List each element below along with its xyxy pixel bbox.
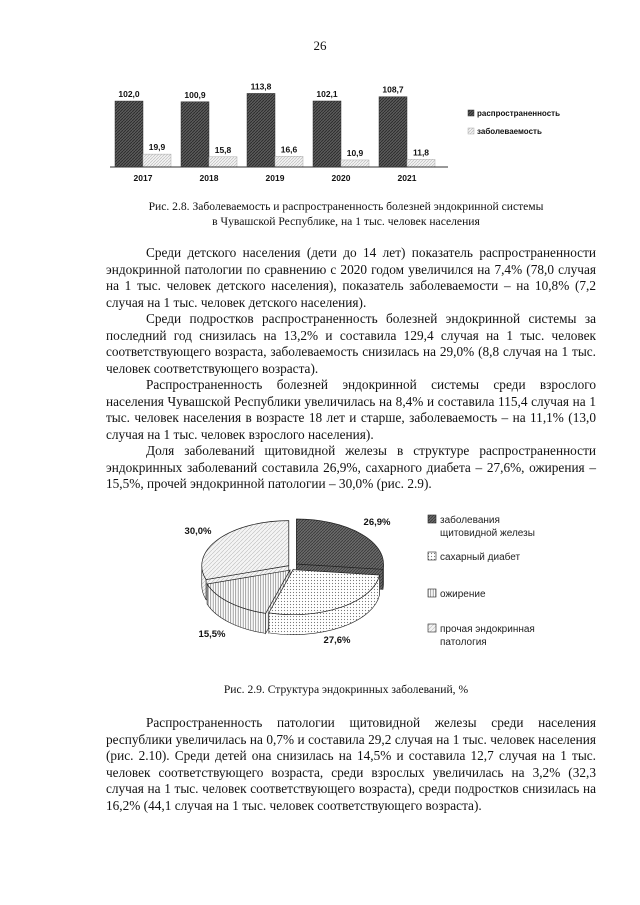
pie-chart [172, 510, 572, 670]
pie-legend-label-diabetes-line-1: сахарный диабет [440, 552, 521, 563]
legend-label-prevalence: распространенность [477, 109, 560, 118]
bar-prevalence-2021 [379, 97, 407, 167]
x-tick-label-2018: 2018 [199, 173, 219, 183]
data-label-prevalence-2019: 113,8 [250, 81, 272, 92]
x-tick-label-2021: 2021 [397, 173, 417, 183]
page-number: 26 [313, 38, 327, 53]
pie-legend-swatch-diabetes [428, 552, 436, 560]
data-label-incidence-2020: 10,9 [346, 147, 364, 158]
legend-label-incidence: заболеваемость [477, 127, 542, 136]
paragraph-adolescents: Среди подростков распространенность болезней эндокринной системы за последний год снизилась на 13,2% и составила 129,4 случая на 1 тыс. человек соответствующего возраста, заболеваемость снизилась на 29,0% (8,8 случая на 1 тыс. человек соответствующего возраста). [106, 311, 596, 376]
pie-legend-label-other-line-2: патология [440, 637, 487, 648]
pie-label-diabetes: 27,6% [323, 635, 351, 646]
pie-legend-label-other-line-1: прочая эндокринная [440, 624, 535, 635]
bar-incidence-2019 [275, 156, 303, 167]
pie-legend-swatch-other [428, 624, 436, 632]
bar-incidence-2018 [209, 157, 237, 167]
bar-prevalence-2019 [247, 93, 275, 167]
figure-2-8-caption-line-2: в Чувашской Республике, на 1 тыс. человек населения [212, 215, 480, 228]
data-label-incidence-2018: 15,8 [214, 144, 232, 155]
bar-prevalence-2017 [115, 101, 143, 167]
data-label-prevalence-2018: 100,9 [184, 89, 206, 100]
x-tick-label-2019: 2019 [265, 173, 285, 183]
paragraph-adults: Распространенность болезней эндокринной системы среди взрослого населения Чувашской Республики увеличилась на 8,4% и составила 115,4 случая на 1 тыс. человек населения в возрасте 18 лет и старше, заболеваемость – на 11,1% (13,0 случая на 1 тыс. человек взрослого населения). [106, 377, 596, 442]
data-label-incidence-2021: 11,8 [412, 147, 430, 158]
pie-legend-label-thyroid-line-2: щитовидной железы [440, 528, 535, 539]
bar-incidence-2021 [407, 159, 435, 167]
data-label-prevalence-2017: 102,0 [118, 89, 140, 100]
legend-swatch-prevalence [468, 110, 474, 116]
bar-incidence-2017 [143, 154, 171, 167]
data-label-incidence-2017: 19,9 [148, 142, 166, 153]
bar-prevalence-2018 [181, 102, 209, 167]
bar-prevalence-2020 [313, 101, 341, 167]
figure-2-9-caption: Рис. 2.9. Структура эндокринных заболеваний, % [223, 683, 469, 696]
bar-incidence-2020 [341, 160, 369, 167]
pie-label-obesity: 15,5% [198, 629, 226, 640]
pie-label-other: 30,0% [184, 526, 212, 537]
pie-legend-swatch-obesity [428, 589, 436, 597]
paragraph-structure: Доля заболеваний щитовидной железы в структуре распространенности эндокринных заболеваний составила 26,9%, сахарного диабета – 27,6%, ожирения – 15,5%, прочей эндокринной патологии – 30,0% (рис. 2.9). [106, 443, 596, 492]
legend-swatch-incidence [468, 128, 474, 134]
pie-label-thyroid: 26,9% [363, 517, 391, 528]
data-label-incidence-2019: 16,6 [280, 144, 298, 155]
pie-legend-label-thyroid-line-1: заболевания [440, 515, 500, 526]
x-tick-label-2017: 2017 [133, 173, 153, 183]
x-tick-label-2020: 2020 [331, 173, 351, 183]
data-label-prevalence-2021: 108,7 [382, 84, 404, 95]
data-label-prevalence-2020: 102,1 [316, 88, 338, 99]
pie-legend-label-obesity-line-1: ожирение [440, 589, 486, 600]
figure-2-8-caption [96, 199, 596, 229]
paragraph-children: Среди детского населения (дети до 14 лет) показатель распространенности эндокринной патологии по сравнению с 2020 годом увеличился на 7,4% (78,0 случая на 1 тыс. человек детского населения), показатель заболеваемости – на 10,8% (7,2 случая на 1 тыс. человек детского населения). [106, 245, 596, 310]
paragraph-thyroid: Распространенность патологии щитовидной железы среди населения республики увеличилась на 0,7% и составила 29,2 случая на 1 тыс. человек населения (рис. 2.10). Среди детей она снизилась на 14,5% и составила 12,7 случая на 1 тыс. человек соответствующего возраста, среди взрослых увеличилась на 3,2% (32,3 случая на 1 тыс. человек соответствующего возраста), среди подростков снизилась на 16,2% (44,1 случая на 1 тыс. человек соответствующего возраста). [106, 715, 596, 813]
pie-legend-swatch-thyroid [428, 515, 436, 523]
bar-chart [96, 70, 560, 195]
figure-2-8-caption-line-1: Рис. 2.8. Заболеваемость и распространенность болезней эндокринной системы [148, 200, 544, 213]
